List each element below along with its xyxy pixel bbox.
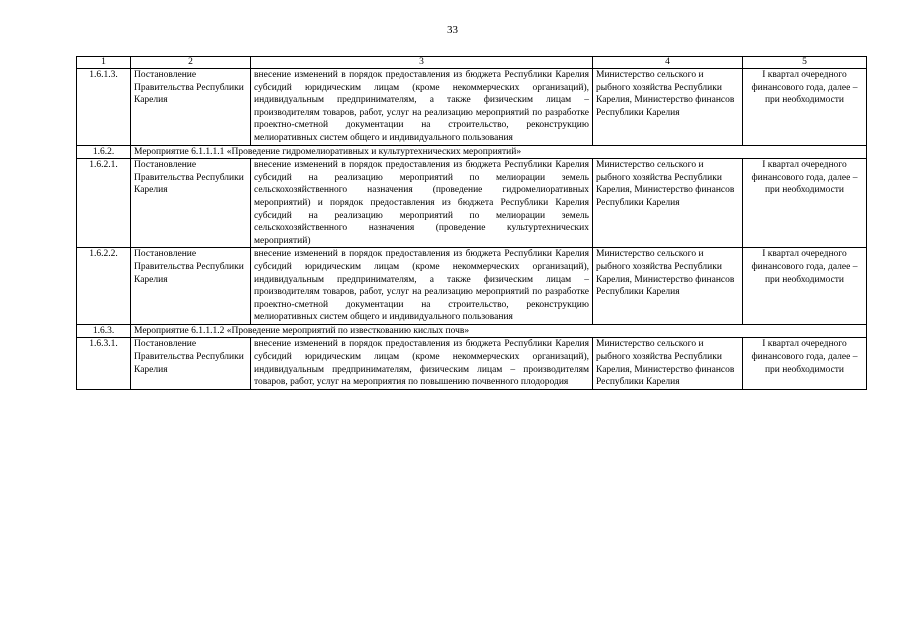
section-title: Мероприятие 6.1.1.1.1 «Проведение гидромелиоративных и культуртехнических мероприятий» [131,145,867,159]
responsible-cell: Министерство сельского и рыбного хозяйства Республики Карелия, Министерство финансов Республики Карелия [593,159,743,248]
row-number: 1.6.2.2. [77,248,131,325]
section-title: Мероприятие 6.1.1.1.2 «Проведение мероприятий по известкованию кислых почв» [131,324,867,338]
table-row [77,248,867,325]
content-cell: внесение изменений в порядок предоставления из бюджета Республики Карелия субсидий юридическим лицам (кроме некоммерческих организаций), индивидуальным предпринимателям, а также физическим лицам – производителям товаров, работ, услуг на реализацию мероприятий по разработке проектно-сметной документации на строительство, реконструкцию мелиоративных систем общего и индивидуального пользования [251,69,593,146]
deadline-cell: I квартал очередного финансового года, далее – при необходимости [743,338,867,389]
document-type-cell: Постановление Правительства Республики Карелия [131,159,251,248]
deadline-cell: I квартал очередного финансового года, далее – при необходимости [743,159,867,248]
section-row [77,145,867,159]
document-type-cell: Постановление Правительства Республики Карелия [131,248,251,325]
row-number: 1.6.1.3. [77,69,131,146]
content-cell: внесение изменений в порядок предоставления из бюджета Республики Карелия субсидий юридическим лицам (кроме некоммерческих организаций), индивидуальным предпринимателям, физическим лицам – производителям товаров, работ, услуг на мероприятия по повышению почвенного плодородия [251,338,593,389]
responsible-cell: Министерство сельского и рыбного хозяйства Республики Карелия, Министерство финансов Республики Карелия [593,69,743,146]
row-number: 1.6.2. [77,145,131,159]
content-cell: внесение изменений в порядок предоставления из бюджета Республики Карелия субсидий юридическим лицам (кроме некоммерческих организаций), индивидуальным предпринимателям, а также физическим лицам – производителям товаров, работ, услуг на реализацию мероприятий по разработке проектно-сметной документации на строительство, реконструкцию мелиоративных систем общего и индивидуального пользования [251,248,593,325]
section-row [77,324,867,338]
page-number: 33 [447,24,458,36]
responsible-cell: Министерство сельского и рыбного хозяйства Республики Карелия, Министерство финансов Республики Карелия [593,248,743,325]
table-header-row [77,57,867,69]
responsible-cell: Министерство сельского и рыбного хозяйства Республики Карелия, Министерство финансов Республики Карелия [593,338,743,389]
column-header: 3 [251,57,593,69]
document-type-cell: Постановление Правительства Республики Карелия [131,338,251,389]
deadline-cell: I квартал очередного финансового года, далее – при необходимости [743,69,867,146]
table-row [77,69,867,146]
row-number: 1.6.3. [77,324,131,338]
column-header: 1 [77,57,131,69]
document-type-cell: Постановление Правительства Республики Карелия [131,69,251,146]
deadline-cell: I квартал очередного финансового года, далее – при необходимости [743,248,867,325]
row-number: 1.6.2.1. [77,159,131,248]
column-header: 2 [131,57,251,69]
column-header: 4 [593,57,743,69]
table-row [77,338,867,389]
table-row [77,159,867,248]
measures-table [76,56,867,390]
content-cell: внесение изменений в порядок предоставления из бюджета Республики Карелия субсидий на реализацию мероприятий по мелиорации земель сельскохозяйственного назначения (проведение гидромелиоративных мероприятий) и порядок предоставления из бюджета Республики Карелия субсидий на реализацию мероприятий по мелиорации земель сельскохозяйственного назначения (проведение культуртехнических мероприятий) [251,159,593,248]
row-number: 1.6.3.1. [77,338,131,389]
column-header: 5 [743,57,867,69]
